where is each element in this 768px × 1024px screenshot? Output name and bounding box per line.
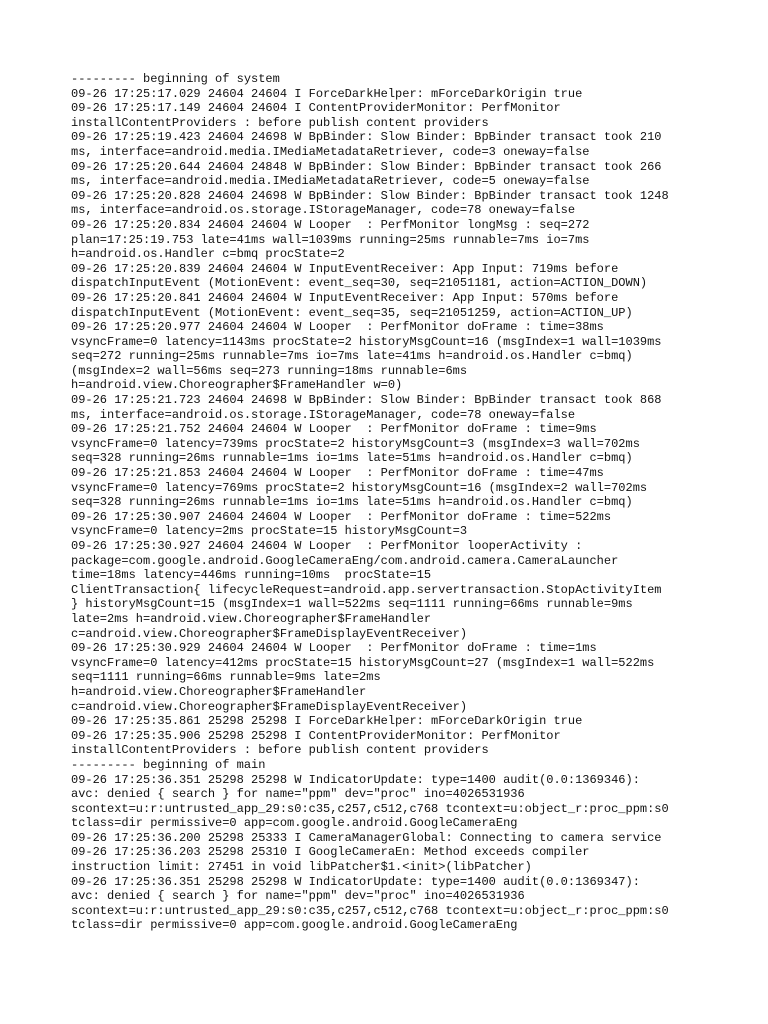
log-line: 09-26 17:25:36.351 25298 25298 W IndicatorUpdate: type=1400 audit(0.0:1369347): [71,874,640,889]
log-line: avc: denied { search } for name="ppm" dev="proc" ino=4026531936 [71,787,525,802]
log-line: h=android.os.Handler c=bmq procState=2 [71,247,345,262]
log-line: tclass=dir permissive=0 app=com.google.android.GoogleCameraEng [71,816,518,831]
log-line: 09-26 17:25:21.723 24604 24698 W BpBinder: Slow Binder: BpBinder transact took 868 [71,393,662,408]
log-line: 09-26 17:25:36.351 25298 25298 W IndicatorUpdate: type=1400 audit(0.0:1369346): [71,772,640,787]
log-line: 09-26 17:25:36.200 25298 25333 I CameraManagerGlobal: Connecting to camera service [71,830,662,845]
log-line: instruction limit: 27451 in void libPatcher$1.<init>(libPatcher) [71,860,532,875]
log-line: time=18ms latency=446ms running=10ms procState=15 [71,568,432,583]
log-line: package=com.google.android.GoogleCameraEng/com.android.camera.CameraLauncher [71,553,619,568]
log-line: 09-26 17:25:20.834 24604 24604 W Looper : PerfMonitor longMsg : seq=272 [71,217,590,232]
log-line: 09-26 17:25:20.644 24604 24848 W BpBinder: Slow Binder: BpBinder transact took 266 [71,159,662,174]
log-line: 09-26 17:25:36.203 25298 25310 I GoogleCameraEn: Method exceeds compiler [71,845,590,860]
log-line: h=android.view.Choreographer$FrameHandler w=0) [71,378,403,393]
log-line: vsyncFrame=0 latency=1143ms procState=2 historyMsgCount=16 (msgIndex=1 wall=1039ms [71,334,662,349]
log-line: c=android.view.Choreographer$FrameDisplayEventReceiver) [71,626,468,641]
log-line: 09-26 17:25:20.839 24604 24604 W InputEventReceiver: App Input: 719ms before [71,261,619,276]
log-line: dispatchInputEvent (MotionEvent: event_seq=30, seq=21051181, action=ACTION_DOWN) [71,276,648,291]
log-line: tclass=dir permissive=0 app=com.google.android.GoogleCameraEng [71,918,518,933]
log-line: h=android.view.Choreographer$FrameHandler [71,684,367,699]
log-line: plan=17:25:19.753 late=41ms wall=1039ms running=25ms runnable=7ms io=7ms [71,232,590,247]
log-line: --------- beginning of system [71,72,280,86]
log-line: dispatchInputEvent (MotionEvent: event_seq=35, seq=21051259, action=ACTION_UP) [71,305,633,320]
log-line: 09-26 17:25:30.907 24604 24604 W Looper : PerfMonitor doFrame : time=522ms [71,509,612,524]
log-line: seq=328 running=26ms runnable=1ms io=1ms late=51ms h=android.os.Handler c=bmq) [71,495,633,510]
log-line: installContentProviders : before publish content providers [71,743,489,758]
log-line: scontext=u:r:untrusted_app_29:s0:c35,c257,c512,c768 tcontext=u:object_r:proc_ppm:s0 [71,903,669,918]
log-line: c=android.view.Choreographer$FrameDisplayEventReceiver) [71,699,468,714]
log-line: 09-26 17:25:17.149 24604 24604 I ContentProviderMonitor: PerfMonitor [71,101,561,116]
log-line: avc: denied { search } for name="ppm" dev="proc" ino=4026531936 [71,889,525,904]
log-line: 09-26 17:25:35.861 25298 25298 I ForceDarkHelper: mForceDarkOrigin true [71,714,583,729]
log-line: seq=1111 running=66ms runnable=9ms late=2ms [71,670,381,685]
log-line: vsyncFrame=0 latency=769ms procState=2 historyMsgCount=16 (msgIndex=2 wall=702ms [71,480,648,495]
log-line: 09-26 17:25:20.828 24604 24698 W BpBinder: Slow Binder: BpBinder transact took 1248 [71,188,669,203]
log-line: } historyMsgCount=15 (msgIndex=1 wall=522ms seq=1111 running=66ms runnable=9ms [71,597,633,612]
log-line: vsyncFrame=0 latency=412ms procState=15 historyMsgCount=27 (msgIndex=1 wall=522ms [71,655,655,670]
log-line: 09-26 17:25:20.841 24604 24604 W InputEventReceiver: App Input: 570ms before [71,290,619,305]
log-line: 09-26 17:25:19.423 24604 24698 W BpBinder: Slow Binder: BpBinder transact took 210 [71,130,662,145]
log-line: 09-26 17:25:21.752 24604 24604 W Looper : PerfMonitor doFrame : time=9ms [71,422,597,437]
log-line: --------- beginning of main [71,757,266,772]
log-line: ms, interface=android.media.IMediaMetadataRetriever, code=5 oneway=false [71,174,590,189]
log-line: late=2ms h=android.view.Choreographer$FrameHandler [71,611,432,626]
log-line: scontext=u:r:untrusted_app_29:s0:c35,c257,c512,c768 tcontext=u:object_r:proc_ppm:s0 [71,801,669,816]
log-document [71,72,711,933]
log-line: ms, interface=android.media.IMediaMetadataRetriever, code=3 oneway=false [71,144,590,159]
log-line: ClientTransaction{ lifecycleRequest=android.app.servertransaction.StopActivityItem [71,582,662,597]
log-line: vsyncFrame=0 latency=2ms procState=15 historyMsgCount=3 [71,524,468,539]
log-line: 09-26 17:25:17.029 24604 24604 I ForceDarkHelper: mForceDarkOrigin true [71,86,583,101]
log-line: (msgIndex=2 wall=56ms seq=273 running=18ms runnable=6ms [71,363,468,378]
log-line: 09-26 17:25:30.927 24604 24604 W Looper : PerfMonitor looperActivity : [71,539,583,553]
log-line: 09-26 17:25:20.977 24604 24604 W Looper : PerfMonitor doFrame : time=38ms [71,320,604,335]
log-line: ms, interface=android.os.storage.IStorageManager, code=78 oneway=false [71,407,576,422]
log-line: ms, interface=android.os.storage.IStorageManager, code=78 oneway=false [71,203,576,218]
log-line: vsyncFrame=0 latency=739ms procState=2 historyMsgCount=3 (msgIndex=3 wall=702ms [71,436,640,451]
log-line: 09-26 17:25:21.853 24604 24604 W Looper : PerfMonitor doFrame : time=47ms [71,466,604,481]
log-line: 09-26 17:25:35.906 25298 25298 I ContentProviderMonitor: PerfMonitor [71,728,561,743]
log-line: installContentProviders : before publish content providers [71,115,489,130]
log-line: seq=328 running=26ms runnable=1ms io=1ms late=51ms h=android.os.Handler c=bmq) [71,451,633,466]
log-line: 09-26 17:25:30.929 24604 24604 W Looper : PerfMonitor doFrame : time=1ms [71,641,597,656]
log-line: seq=272 running=25ms runnable=7ms io=7ms late=41ms h=android.os.Handler c=bmq) [71,349,633,364]
